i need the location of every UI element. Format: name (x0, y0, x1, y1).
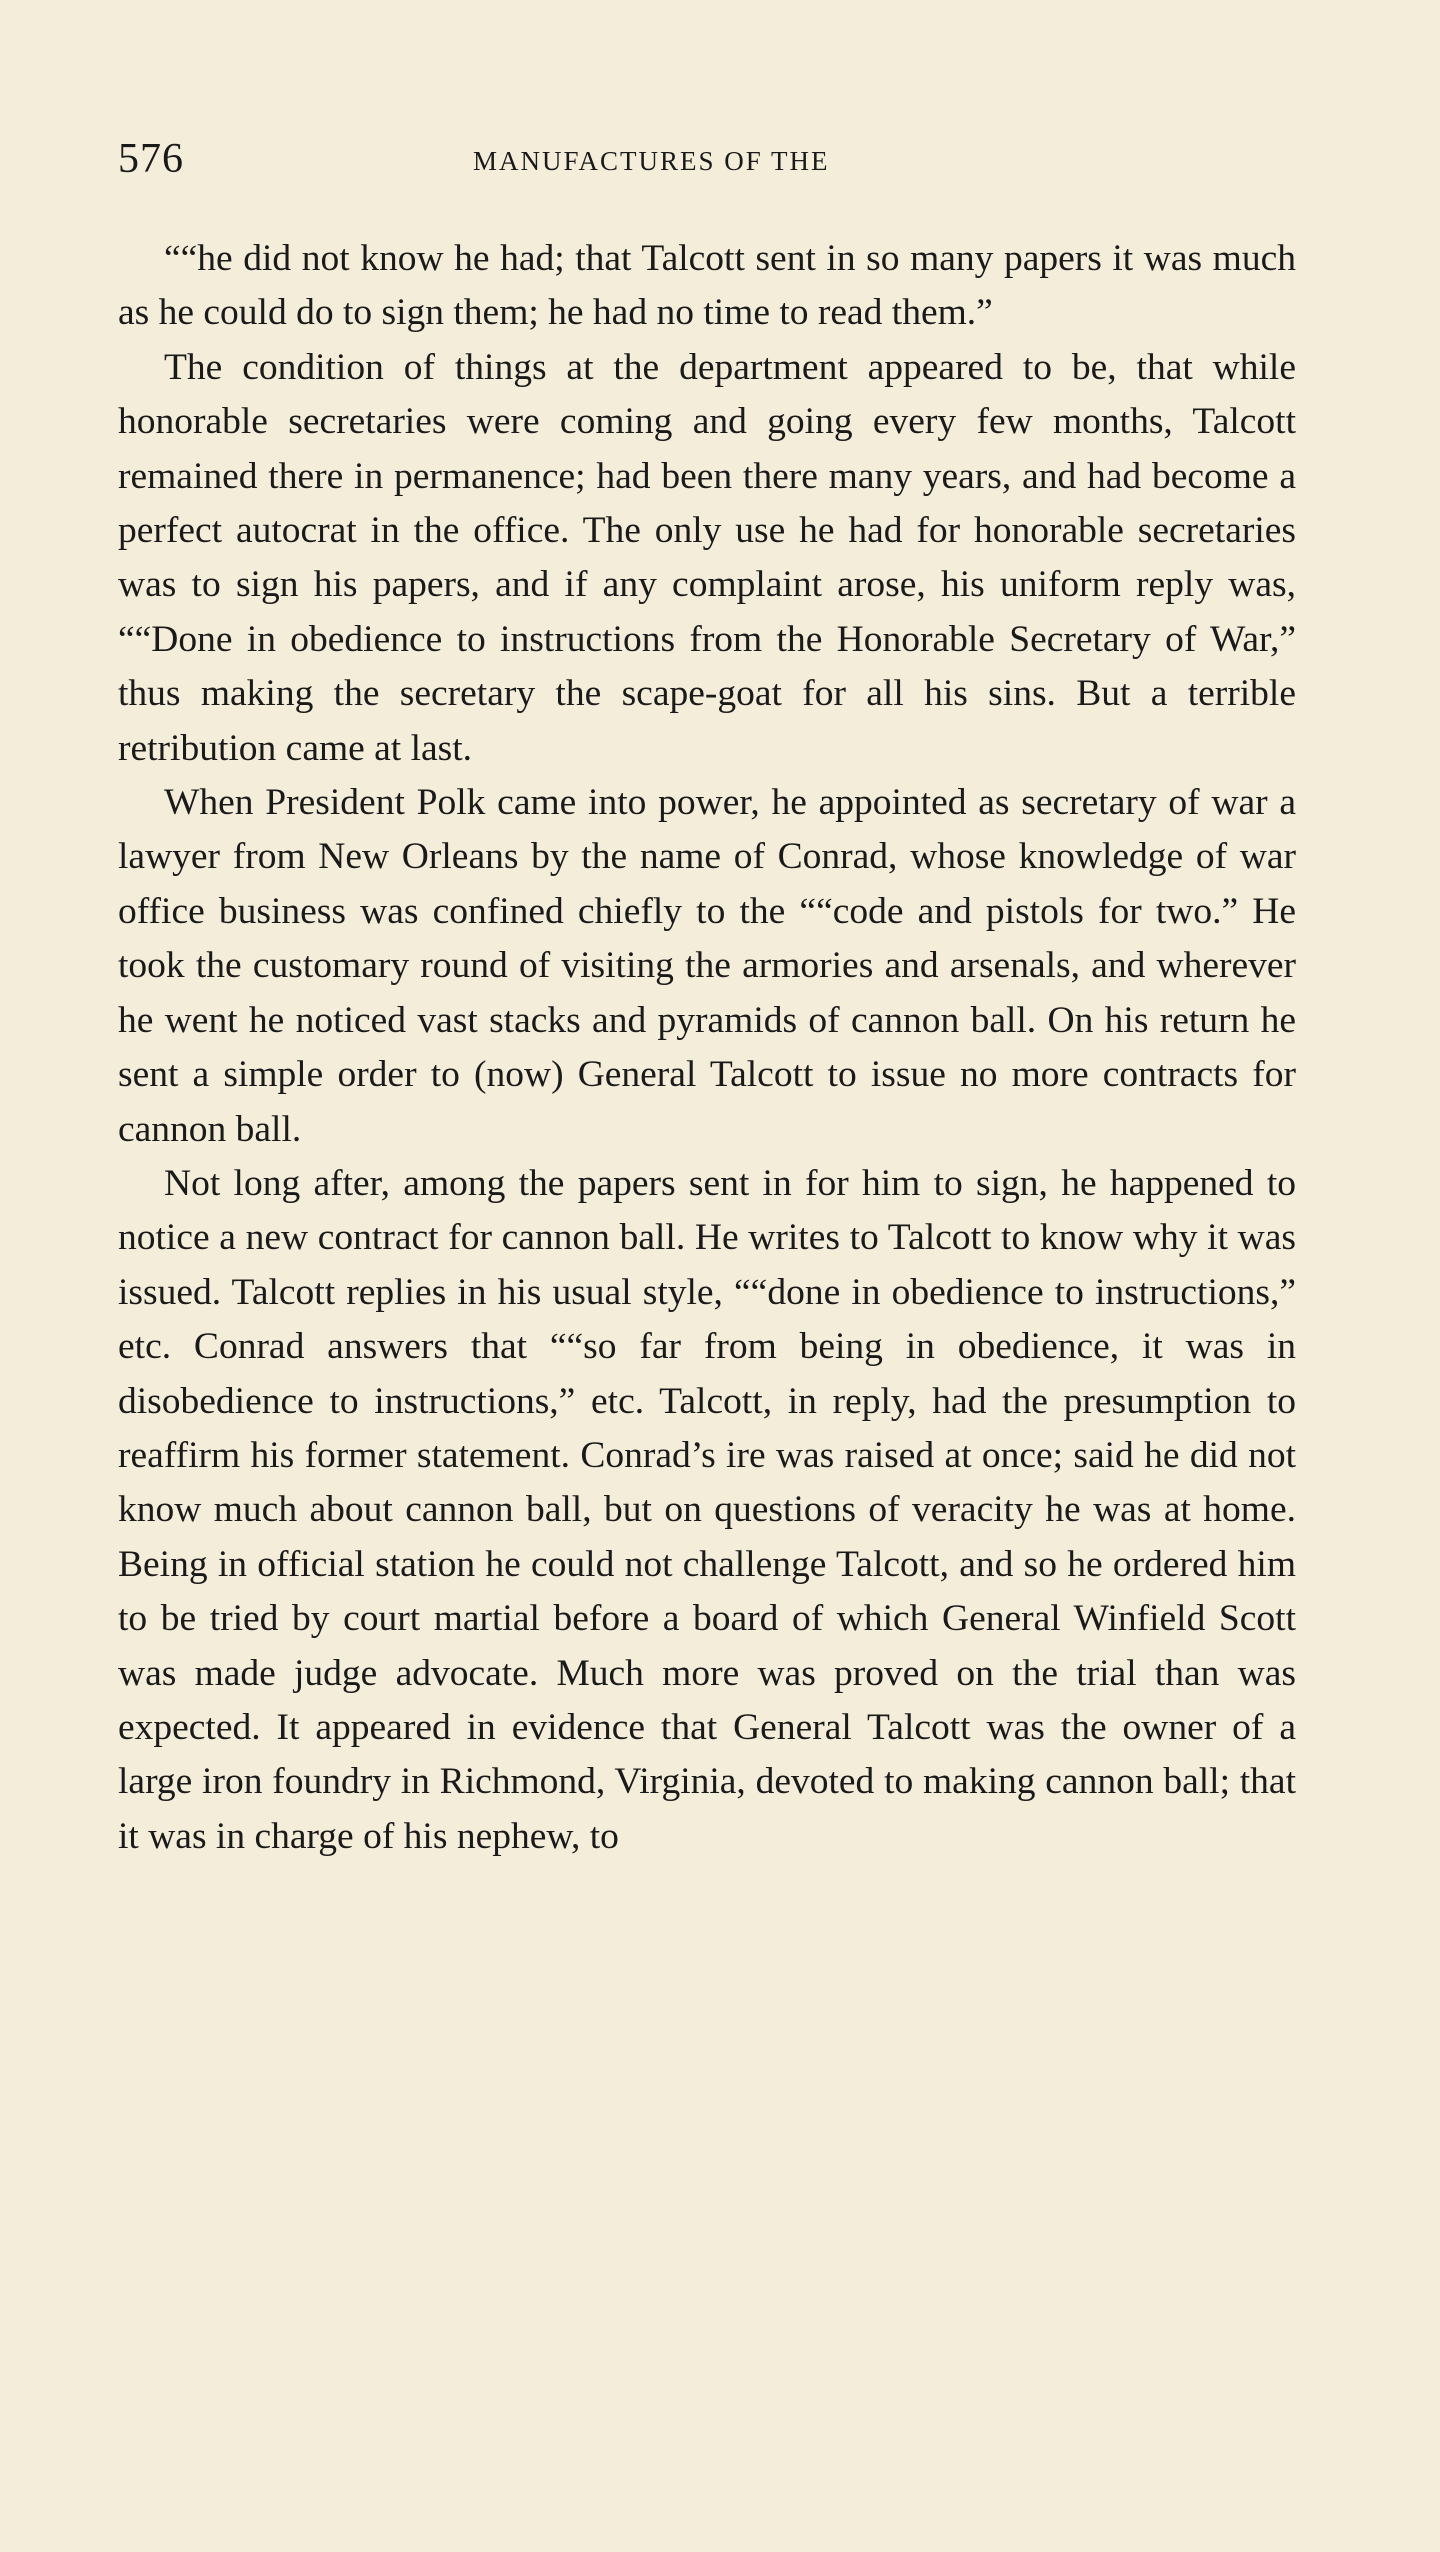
running-head: MANUFACTURES OF THE (473, 146, 830, 176)
paragraph-court-martial: Not long after, among the papers sent in for him to sign, he happened to notice a new contract for cannon ball. He writes to Talcott to know why it was issued. Talcott replies in his usual style, ““done in obedience to instructions,” etc. Conrad answers that ““so far from being in obedience, it was in disobedience to instructions,” etc. Talcott, in reply, had the presumption to reaffirm his former statement. Conrad’s ire was raised at once; said he did not know much about cannon ball, but on questions of veracity he was at home. Being in official station he could not challenge Talcott, and so he ordered him to be tried by court martial before a board of which General Winfield Scott was made judge advocate. Much more was proved on the trial than was expected. It appeared in evidence that General Talcott was the owner of a large iron foundry in Richmond, Virginia, devoted to making cannon ball; that it was in charge of his nephew, to (118, 1162, 1296, 1857)
page-header (118, 135, 1298, 195)
paragraph-department-condition: The condition of things at the department appeared to be, that while honorable secretaries were coming and going every few months, Talcott remained there in permanence; had been there many years, and had become a perfect autocrat in the office. The only use he had for honorable secretaries was to sign his papers, and if any complaint arose, his uniform reply was, ““Done in obedience to instructions from the Honorable Secretary of War,” thus making the secretary the scape-goat for all his sins. But a terrible retribution came at last. (118, 346, 1296, 769)
paragraph-continuation: ““he did not know he had; that Talcott sent in so many papers it was much as he could do to sign them; he had no time to read them.” (118, 238, 1296, 334)
page-number: 576 (118, 136, 184, 182)
paragraph-president-polk: When President Polk came into power, he appointed as secretary of war a lawyer from New Orleans by the name of Conrad, whose knowledge of war office business was confined chiefly to the ““code and pistols for two.” He took the customary round of visiting the armories and arsenals, and wherever he went he noticed vast stacks and pyramids of cannon ball. On his return he sent a simple order to (now) General Talcott to issue no more contracts for cannon ball. (118, 782, 1296, 1150)
body-text (118, 232, 1296, 1864)
